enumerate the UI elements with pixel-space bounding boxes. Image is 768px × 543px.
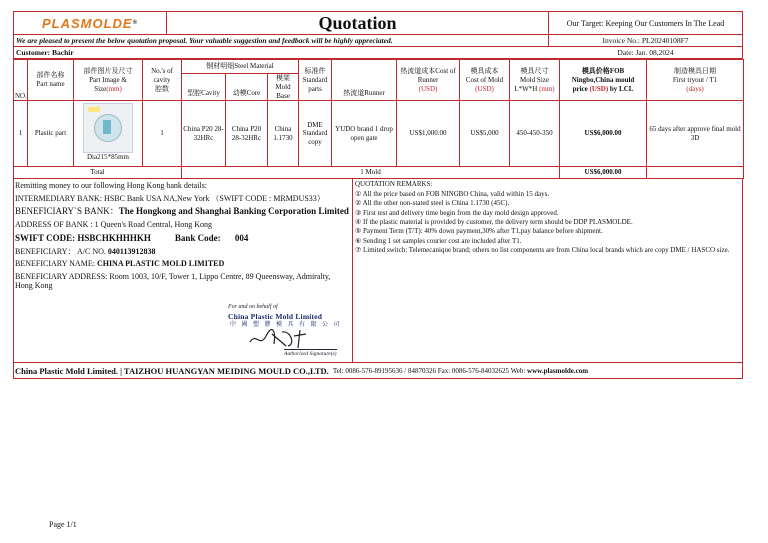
header-runner-cost-en: Cost of Runner bbox=[417, 67, 456, 84]
row-standard-parts: DME Standard copy bbox=[299, 101, 332, 167]
footer-web-label: Web: bbox=[510, 366, 526, 375]
header-mold-cost-unit: (USD) bbox=[475, 84, 494, 93]
row-cavity: 1 bbox=[143, 101, 182, 167]
header-mold-size bbox=[510, 60, 560, 101]
remark-item: ① All the price based on FOB NINGBO China, valid within 15 days. bbox=[355, 189, 550, 198]
intro-text: We are pleased to present the below quotation proposal. Your valuable suggestion and feedback will be highly appreciated. bbox=[16, 36, 393, 45]
header-part-name-en: Part name bbox=[36, 80, 65, 89]
quotation-sheet bbox=[13, 11, 743, 379]
part-image-caption: Dia215*85mm bbox=[87, 153, 129, 162]
header-cavity-cn: 腔数 bbox=[155, 84, 169, 93]
header-part-name bbox=[28, 60, 74, 101]
bank-code-value: 004 bbox=[234, 232, 249, 243]
customer-row bbox=[13, 47, 743, 59]
header-row bbox=[13, 11, 743, 35]
header-moldbase-cn: 模架 bbox=[276, 74, 290, 82]
header-mold-size-cn: 模具尺寸 bbox=[520, 67, 549, 75]
beneficiary-bank-label: BENEFICIARY`S BANK： bbox=[15, 206, 119, 217]
remarks-title: QUOTATION REMARKS: bbox=[355, 180, 433, 189]
footer-contact bbox=[333, 367, 588, 375]
header-cavity-steel: 型腔Cavity bbox=[182, 74, 226, 101]
beneficiary-name bbox=[15, 259, 351, 269]
header-steel-material: 钢材明细Steel Material bbox=[182, 60, 299, 74]
remark-item: ② All the other non-stated steel is China 1.1730 (45C). bbox=[355, 199, 510, 208]
beneficiary-bank bbox=[15, 206, 351, 217]
row-core-steel: China P20 28-32HRc bbox=[226, 101, 268, 167]
footer-phone-fax: Tel: 0086-576-89195636 / 84870326 Fax: 0086-576-84032625 bbox=[332, 366, 510, 375]
row-tryout: 65 days after approve final mold 3D bbox=[647, 101, 744, 167]
account-label: BENEFICIARY： A/C NO. bbox=[15, 246, 106, 256]
signature-icon bbox=[246, 326, 316, 350]
company-target: Our Target: Keeping Our Customers In The Lead bbox=[566, 18, 725, 28]
row-mold-cost: US$5,000 bbox=[460, 101, 510, 167]
header-price-line3a: price bbox=[572, 84, 588, 93]
header-price-line2: Ningbo,China mould bbox=[571, 75, 635, 84]
bank-code-label: Bank Code: bbox=[174, 232, 221, 243]
header-no: NO. bbox=[14, 60, 28, 101]
header-core-steel: 动模Core bbox=[226, 74, 268, 101]
header-runner-cost-unit: (USD) bbox=[418, 84, 438, 93]
header-mold-cost-en: Cost of Mold bbox=[465, 75, 504, 84]
company-stamp bbox=[226, 304, 350, 358]
logo-text: PLASMOLDE bbox=[41, 15, 133, 31]
customer-name: Customer: Bachir bbox=[16, 48, 74, 57]
header-cavity-en: No.'s of cavity bbox=[151, 67, 173, 84]
document-title: Quotation bbox=[167, 12, 549, 34]
remark-item: ⑤ Payment Term (T/T): 40% down payment,30% after T1,pay balance before shipment. bbox=[355, 227, 603, 236]
quotation-table bbox=[13, 59, 744, 179]
row-cavity-steel: China P20 28-32HRc bbox=[182, 101, 226, 167]
header-std-cn: 标准件 bbox=[304, 67, 326, 75]
header-price-usd: (USD) bbox=[589, 84, 609, 93]
part-image bbox=[83, 103, 133, 153]
account-value: 040113912838 bbox=[107, 246, 156, 256]
bank-intro: Remitting money to our following Hong Kong bank details: bbox=[15, 181, 207, 191]
swift-code bbox=[15, 233, 351, 244]
header-runner: 热流道Runner bbox=[332, 60, 397, 101]
row-part-image bbox=[74, 101, 143, 167]
header-mold-size-en: Mold Size bbox=[520, 75, 549, 84]
table-header-row-1 bbox=[14, 60, 744, 74]
swift-value: HSBCHKHHHKH bbox=[77, 232, 151, 243]
header-size: Size bbox=[94, 84, 107, 93]
total-price: US$6,000.00 bbox=[560, 167, 647, 179]
header-price-cn: 模具价格 bbox=[581, 67, 610, 75]
row-mold-base: China 1.1730 bbox=[268, 101, 299, 167]
header-price bbox=[560, 60, 647, 101]
header-tryout-en: First tryout / T1 bbox=[672, 75, 718, 84]
header-price-fob: FOB bbox=[609, 67, 625, 75]
header-mold-base bbox=[268, 74, 299, 101]
header-part-name-cn: 部件名称 bbox=[36, 71, 65, 80]
footer-website[interactable]: www.plasmolde.com bbox=[527, 366, 589, 375]
header-part-image bbox=[74, 60, 143, 101]
page-number: Page 1/1 bbox=[49, 520, 77, 529]
bank-details bbox=[14, 179, 353, 362]
beneficiary-name-value: CHINA PLASTIC MOLD LIMITED bbox=[96, 259, 225, 269]
footer-company: China Plastic Mold Limited. | TAIZHOU HUANGYAN MEIDING MOULD CO.,LTD. bbox=[15, 365, 329, 376]
header-standard-parts bbox=[299, 60, 332, 101]
header-mold-cost bbox=[460, 60, 510, 101]
header-mold-cost-cn: 模具成本 bbox=[470, 67, 499, 75]
total-empty bbox=[647, 167, 744, 179]
row-no: 1 bbox=[14, 101, 28, 167]
stamp-company: China Plastic Mold Limited bbox=[228, 312, 323, 322]
stamp-authorized: Authorized Signature(s) bbox=[284, 351, 337, 358]
header-mold-size-unit: (mm) bbox=[539, 84, 555, 93]
intermediary-bank: INTERMEDIARY BANK: HSBC Bank USA NA,New York （SWIFT CODE : MRMDUS33） bbox=[15, 193, 325, 203]
stamp-company-cn: 中 國 塑 膠 模 具 有 限 公 司 bbox=[230, 322, 342, 329]
beneficiary-name-label: BENEFICIARY NAME: bbox=[15, 259, 95, 269]
header-tryout bbox=[647, 60, 744, 101]
row-price: US$6,000.00 bbox=[560, 101, 647, 167]
account-number bbox=[15, 247, 351, 257]
header-part-image-en: Part Image & bbox=[89, 75, 127, 84]
total-label: Total bbox=[14, 167, 182, 179]
beneficiary-bank-value: The Hongkong and Shanghai Banking Corporation Limited bbox=[118, 206, 349, 217]
header-tryout-cn: 制造模具日期 bbox=[674, 67, 717, 75]
quotation-remarks bbox=[353, 179, 742, 362]
remark-item: ③ First test and delivery time begin from the day mold design approved. bbox=[355, 208, 559, 217]
total-qty: 1 Mold bbox=[182, 167, 560, 179]
details-section bbox=[13, 179, 743, 363]
plasmolde-logo bbox=[14, 12, 167, 34]
beneficiary-address: BENEFICIARY ADDRESS: Room 1003, 10/F, Tower 1, Lippo Centre, 89 Queensway, Admiralty, Hong Kong bbox=[15, 271, 331, 291]
bank-address: ADDRESS OF BANK : 1 Queen's Road Central, Hong Kong bbox=[15, 220, 212, 230]
header-price-line3c: by LCL bbox=[609, 84, 634, 93]
header-std-en: Standard parts bbox=[302, 75, 328, 93]
quote-date: Date: Jan. 08,2024 bbox=[617, 48, 674, 57]
row-mold-size: 450-450-350 bbox=[510, 101, 560, 167]
header-moldbase-en: Mold Base bbox=[275, 82, 291, 100]
total-row bbox=[14, 167, 744, 179]
row-part-name: Plastic part bbox=[28, 101, 74, 167]
header-cavity-count bbox=[143, 60, 182, 101]
stamp-line1: For and on behalf of bbox=[228, 304, 278, 311]
remark-item: ⑥ Sending 1 set samples courier cost are included after T1. bbox=[355, 236, 522, 245]
header-tryout-unit: (days) bbox=[686, 84, 704, 93]
header-runner-cost-cn: 热流道成本 bbox=[400, 67, 436, 75]
row-runner-cost: US$1,000.00 bbox=[397, 101, 460, 167]
header-size-unit: (mm) bbox=[106, 84, 122, 93]
table-row bbox=[14, 101, 744, 167]
header-runner-cost bbox=[397, 60, 460, 101]
remark-item: ⑦ Limited switch: Telemecanique brand; others no list components are from China local brands which are copy DME / HASCO size. bbox=[355, 246, 730, 255]
invoice-number: Invoice No.: PL20240108F7 bbox=[548, 35, 742, 46]
header-mold-size-lwh: L*W*H bbox=[514, 84, 538, 93]
swift-label: SWIFT CODE: bbox=[15, 232, 76, 243]
header-part-image-cn: 部件图片及尺寸 bbox=[83, 67, 133, 75]
logo-registered-mark: ® bbox=[132, 20, 139, 26]
row-runner: YUDO brand 1 drop open gate bbox=[332, 101, 397, 167]
intro-row bbox=[13, 35, 743, 47]
remark-item: ④ If the plastic material is provided by customer, the delivery term should be DDP PLASMOLDE. bbox=[355, 218, 633, 226]
footer-row bbox=[13, 363, 743, 379]
